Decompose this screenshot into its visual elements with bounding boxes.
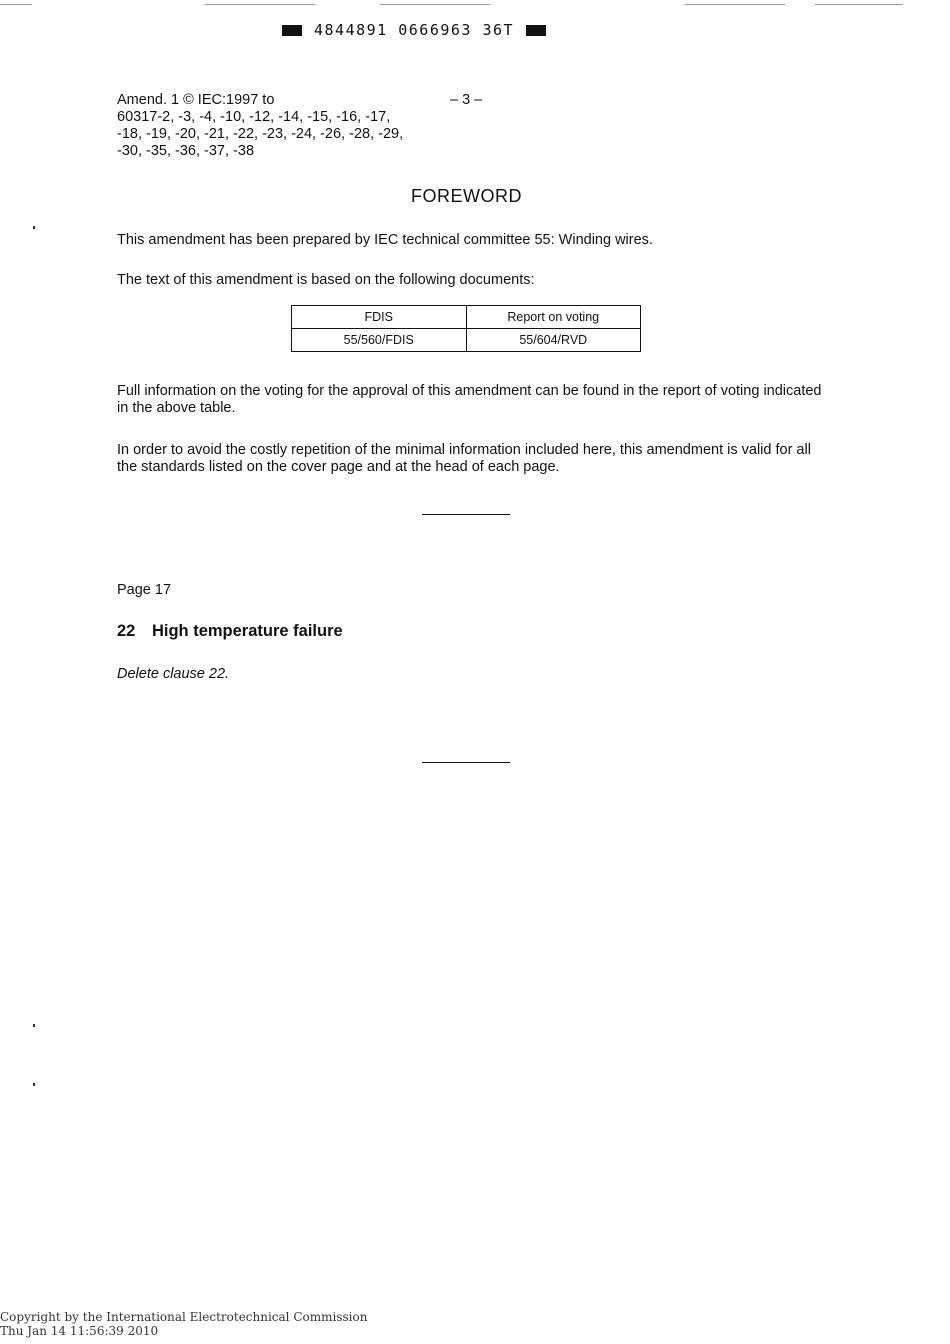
table-header-fdis: FDIS bbox=[292, 306, 467, 329]
validity-paragraph: In order to avoid the costly repetition of the minimal information included here, this amendment is valid for all the standards listed on the cover page and at the head of each page. bbox=[117, 442, 811, 475]
reference-line: Amend. 1 © IEC:1997 to bbox=[117, 92, 275, 108]
page-number: – 3 – bbox=[450, 92, 483, 108]
scan-speck bbox=[33, 226, 35, 229]
prepared-by-paragraph: This amendment has been prepared by IEC technical committee 55: Winding wires. bbox=[117, 232, 653, 248]
reference-line: 60317-2, -3, -4, -10, -12, -14, -15, -16, -17, bbox=[117, 109, 391, 125]
document-code-text: 4844891 0666963 36T bbox=[314, 21, 515, 39]
barcode-block-left bbox=[282, 25, 302, 36]
amendment-reference bbox=[117, 92, 457, 160]
table-row bbox=[292, 329, 641, 352]
timestamp: Thu Jan 14 11:56:39 2010 bbox=[0, 1324, 159, 1338]
foreword-title: FOREWORD bbox=[411, 186, 522, 206]
scan-artifact bbox=[815, 4, 903, 5]
clause-number: 22 bbox=[117, 622, 136, 640]
reference-line: -30, -35, -36, -37, -38 bbox=[117, 143, 255, 159]
copyright-notice: Copyright by the International Electrotechnical Commission bbox=[0, 1310, 368, 1324]
document-code bbox=[282, 21, 546, 39]
section-divider bbox=[422, 514, 510, 515]
reference-line: -18, -19, -20, -21, -22, -23, -24, -26, -28, -29, bbox=[117, 126, 404, 142]
table-cell-fdis: 55/560/FDIS bbox=[292, 329, 467, 352]
barcode-block-right bbox=[526, 25, 546, 36]
table-cell-rvd: 55/604/RVD bbox=[466, 329, 641, 352]
table-header-report: Report on voting bbox=[466, 306, 641, 329]
scan-artifact bbox=[380, 4, 490, 5]
clause-title: High temperature failure bbox=[151, 622, 343, 640]
scan-speck bbox=[33, 1083, 35, 1086]
scan-artifact bbox=[0, 4, 32, 5]
scan-artifact bbox=[205, 4, 315, 5]
documents-table bbox=[291, 305, 641, 352]
table-header-row bbox=[292, 306, 641, 329]
clause-instruction: Delete clause 22. bbox=[117, 666, 230, 682]
voting-info-paragraph: Full information on the voting for the approval of this amendment can be found in the report of voting indicated in the above table. bbox=[117, 383, 822, 416]
clause-heading bbox=[117, 622, 343, 641]
page-reference: Page 17 bbox=[117, 582, 172, 598]
section-divider bbox=[422, 762, 510, 763]
based-on-paragraph: The text of this amendment is based on the following documents: bbox=[117, 272, 535, 288]
scan-speck bbox=[33, 1024, 35, 1027]
scan-artifact bbox=[685, 4, 785, 5]
